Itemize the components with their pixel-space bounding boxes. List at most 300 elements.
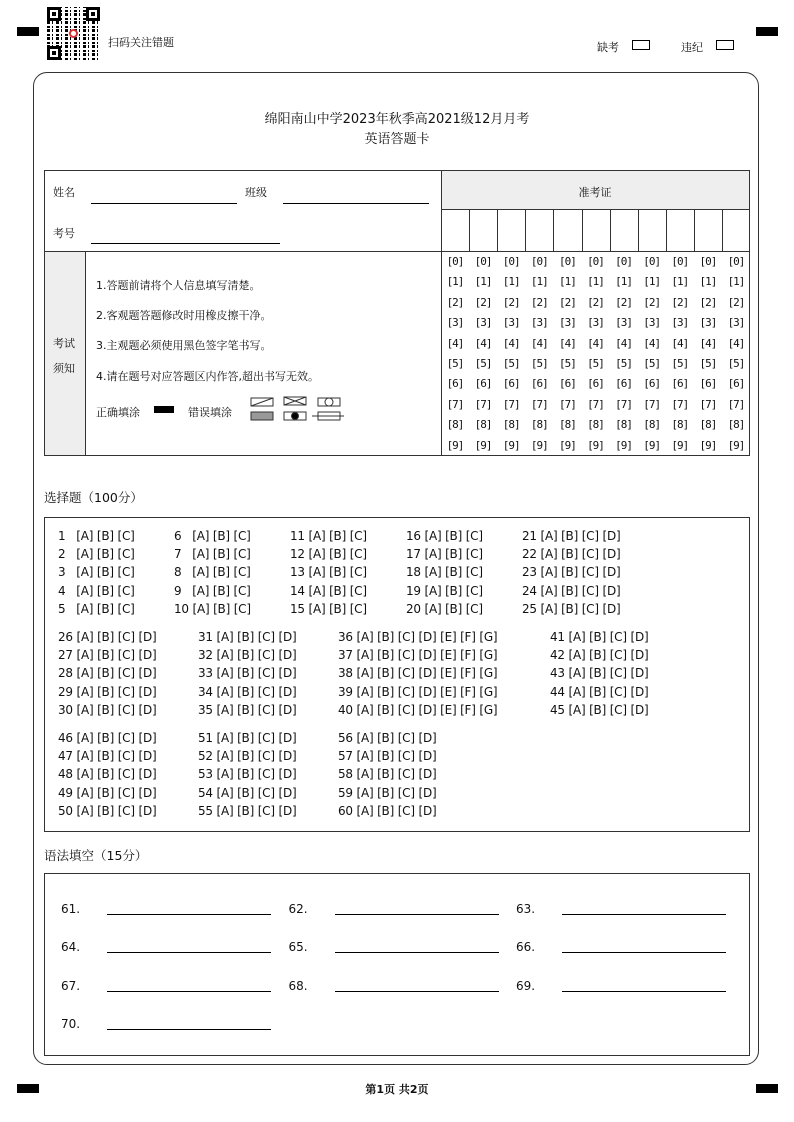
ticket-digit-bubble[interactable]: [2] xyxy=(615,295,633,309)
option-bubble-C[interactable]: [C] xyxy=(117,630,139,644)
option-bubble-A[interactable]: [A] xyxy=(540,601,562,616)
option-bubble-C[interactable]: [C] xyxy=(257,785,279,800)
option-bubble-C[interactable]: [C] xyxy=(257,767,279,782)
option-bubble-C[interactable]: [C] xyxy=(117,702,139,717)
option-bubble-A[interactable]: [A] xyxy=(76,785,98,800)
option-bubble-D[interactable]: [D] xyxy=(630,666,653,681)
ticket-digit-bubble[interactable]: [2] xyxy=(502,295,520,309)
blank-answer-line[interactable] xyxy=(107,1029,271,1030)
option-bubble-C[interactable]: [C] xyxy=(117,529,139,543)
option-bubble-D[interactable]: [D] xyxy=(418,767,441,782)
ticket-digit-bubble[interactable]: [5] xyxy=(587,357,604,371)
ticket-digit-bubble[interactable]: [0] xyxy=(643,255,661,268)
ticket-digit-bubble[interactable]: [3] xyxy=(446,316,464,330)
option-bubble-D[interactable]: [D] xyxy=(630,648,653,663)
ticket-digit-bubble[interactable]: [6] xyxy=(474,377,492,391)
ticket-digit-bubble[interactable]: [2] xyxy=(643,295,661,309)
option-bubble-C[interactable]: [C] xyxy=(233,601,255,616)
blank-answer-line[interactable] xyxy=(562,914,726,915)
ticket-digit-bubble[interactable]: [5] xyxy=(558,357,576,371)
option-bubble-D[interactable]: [D] xyxy=(138,666,161,681)
option-bubble-B[interactable]: [B] xyxy=(377,648,398,663)
ticket-digit-bubble[interactable]: [8] xyxy=(558,418,576,432)
ticket-digit-bubble[interactable]: [1] xyxy=(558,275,576,289)
option-bubble-A[interactable]: [A] xyxy=(192,601,214,616)
option-bubble-D[interactable]: [D] xyxy=(418,666,441,681)
blank-answer-line[interactable] xyxy=(562,991,726,992)
option-bubble-A[interactable]: [A] xyxy=(568,666,590,681)
option-bubble-E[interactable]: [E] xyxy=(440,666,461,681)
option-bubble-C[interactable]: [C] xyxy=(609,666,631,681)
option-bubble-A[interactable]: [A] xyxy=(356,767,378,782)
option-bubble-G[interactable]: [G] xyxy=(479,630,502,644)
option-bubble-A[interactable]: [A] xyxy=(356,731,378,745)
option-bubble-D[interactable]: [D] xyxy=(418,803,441,818)
ticket-digit-bubble[interactable]: [8] xyxy=(474,418,492,432)
option-bubble-A[interactable]: [A] xyxy=(424,529,446,543)
option-bubble-A[interactable]: [A] xyxy=(216,666,238,681)
option-bubble-A[interactable]: [A] xyxy=(308,529,330,543)
option-bubble-A[interactable]: [A] xyxy=(76,630,98,644)
ticket-digit-bubble[interactable]: [8] xyxy=(530,418,548,432)
option-bubble-D[interactable]: [D] xyxy=(602,583,625,598)
option-bubble-F[interactable]: [F] xyxy=(460,630,480,644)
ticket-digit-bubble[interactable]: [7] xyxy=(446,397,464,411)
option-bubble-B[interactable]: [B] xyxy=(237,666,258,681)
blank-answer-line[interactable] xyxy=(335,991,499,992)
ticket-digit-bubble[interactable]: [6] xyxy=(699,377,717,391)
ticket-digit-bubble[interactable]: [7] xyxy=(530,397,548,411)
ticket-digit-bubble[interactable]: [4] xyxy=(558,336,576,350)
option-bubble-D[interactable]: [D] xyxy=(418,630,441,644)
ticket-digit-bubble[interactable]: [2] xyxy=(558,295,576,309)
option-bubble-A[interactable]: [A] xyxy=(308,547,330,562)
ticket-digit-bubble[interactable]: [7] xyxy=(502,397,520,411)
option-bubble-D[interactable]: [D] xyxy=(138,702,161,717)
option-bubble-A[interactable]: [A] xyxy=(76,702,98,717)
option-bubble-C[interactable]: [C] xyxy=(397,785,419,800)
option-bubble-B[interactable]: [B] xyxy=(97,630,118,644)
ticket-digit-bubble[interactable]: [6] xyxy=(643,377,661,391)
option-bubble-B[interactable]: [B] xyxy=(97,785,118,800)
option-bubble-B[interactable]: [B] xyxy=(237,630,258,644)
option-bubble-G[interactable]: [G] xyxy=(479,648,502,663)
class-field[interactable] xyxy=(283,203,429,204)
option-bubble-C[interactable]: [C] xyxy=(117,785,139,800)
option-bubble-C[interactable]: [C] xyxy=(465,529,487,543)
option-bubble-B[interactable]: [B] xyxy=(97,767,118,782)
ticket-digit-bubble[interactable]: [2] xyxy=(446,295,464,309)
option-bubble-D[interactable]: [D] xyxy=(418,785,441,800)
option-bubble-C[interactable]: [C] xyxy=(397,630,419,644)
option-bubble-C[interactable]: [C] xyxy=(609,702,631,717)
option-bubble-C[interactable]: [C] xyxy=(465,583,487,598)
option-bubble-B[interactable]: [B] xyxy=(589,666,610,681)
option-bubble-D[interactable]: [D] xyxy=(278,684,301,699)
option-bubble-C[interactable]: [C] xyxy=(581,601,603,616)
ticket-digit-bubble[interactable]: [7] xyxy=(558,397,576,411)
option-bubble-C[interactable]: [C] xyxy=(257,630,279,644)
option-bubble-C[interactable]: [C] xyxy=(609,684,631,699)
violation-checkbox[interactable] xyxy=(716,40,734,50)
ticket-digit-bubble[interactable]: [8] xyxy=(671,418,689,432)
ticket-digit-bubble[interactable]: [0] xyxy=(699,255,717,268)
ticket-digit-bubble[interactable]: [9] xyxy=(727,438,745,452)
option-bubble-B[interactable]: [B] xyxy=(96,529,118,543)
ticket-digit-bubble[interactable]: [6] xyxy=(615,377,633,391)
option-bubble-C[interactable]: [C] xyxy=(257,666,279,681)
option-bubble-C[interactable]: [C] xyxy=(397,767,419,782)
option-bubble-B[interactable]: [B] xyxy=(97,666,118,681)
option-bubble-A[interactable]: [A] xyxy=(356,666,378,681)
option-bubble-A[interactable]: [A] xyxy=(76,529,97,543)
option-bubble-D[interactable]: [D] xyxy=(602,547,625,562)
option-bubble-C[interactable]: [C] xyxy=(397,749,419,764)
blank-answer-line[interactable] xyxy=(335,914,499,915)
option-bubble-C[interactable]: [C] xyxy=(257,684,279,699)
option-bubble-C[interactable]: [C] xyxy=(233,583,255,598)
ticket-digit-bubble[interactable]: [3] xyxy=(502,316,520,330)
option-bubble-A[interactable]: [A] xyxy=(356,648,378,663)
option-bubble-C[interactable]: [C] xyxy=(257,749,279,764)
option-bubble-A[interactable]: [A] xyxy=(216,630,238,644)
option-bubble-A[interactable]: [A] xyxy=(216,767,238,782)
option-bubble-D[interactable]: [D] xyxy=(138,749,161,764)
option-bubble-B[interactable]: [B] xyxy=(589,648,610,663)
option-bubble-C[interactable]: [C] xyxy=(349,565,371,580)
option-bubble-B[interactable]: [B] xyxy=(589,630,610,644)
option-bubble-B[interactable]: [B] xyxy=(445,529,466,543)
ticket-digit-bubble[interactable]: [8] xyxy=(615,418,633,432)
ticket-digit-bubble[interactable]: [6] xyxy=(530,377,548,391)
ticket-digit-bubble[interactable]: [0] xyxy=(587,255,604,268)
ticket-digit-bubble[interactable]: [1] xyxy=(643,275,661,289)
option-bubble-F[interactable]: [F] xyxy=(460,702,480,717)
ticket-digit-bubble[interactable]: [0] xyxy=(615,255,633,268)
ticket-digit-bubble[interactable]: [0] xyxy=(727,255,745,268)
ticket-digit-bubble[interactable]: [5] xyxy=(727,357,745,371)
option-bubble-D[interactable]: [D] xyxy=(630,630,653,644)
option-bubble-A[interactable]: [A] xyxy=(568,648,590,663)
option-bubble-C[interactable]: [C] xyxy=(397,731,419,745)
option-bubble-C[interactable]: [C] xyxy=(397,666,419,681)
ticket-digit-bubble[interactable]: [7] xyxy=(615,397,633,411)
option-bubble-B[interactable]: [B] xyxy=(237,702,258,717)
ticket-digit-bubble[interactable]: [3] xyxy=(587,316,604,330)
option-bubble-A[interactable]: [A] xyxy=(76,565,97,580)
ticket-digit-bubble[interactable]: [9] xyxy=(530,438,548,452)
ticket-digit-bubble[interactable]: [3] xyxy=(727,316,745,330)
option-bubble-D[interactable]: [D] xyxy=(278,666,301,681)
option-bubble-E[interactable]: [E] xyxy=(440,684,461,699)
option-bubble-B[interactable]: [B] xyxy=(96,547,118,562)
ticket-digit-bubble[interactable]: [2] xyxy=(699,295,717,309)
option-bubble-B[interactable]: [B] xyxy=(97,702,118,717)
option-bubble-C[interactable]: [C] xyxy=(117,684,139,699)
option-bubble-D[interactable]: [D] xyxy=(278,803,301,818)
option-bubble-B[interactable]: [B] xyxy=(329,601,350,616)
option-bubble-B[interactable]: [B] xyxy=(212,583,234,598)
option-bubble-D[interactable]: [D] xyxy=(602,529,625,543)
ticket-digit-bubble[interactable]: [4] xyxy=(587,336,604,350)
option-bubble-D[interactable]: [D] xyxy=(418,702,441,717)
blank-answer-line[interactable] xyxy=(562,952,726,953)
ticket-digit-bubble[interactable]: [0] xyxy=(474,255,492,268)
option-bubble-B[interactable]: [B] xyxy=(237,803,258,818)
option-bubble-B[interactable]: [B] xyxy=(377,702,398,717)
option-bubble-A[interactable]: [A] xyxy=(216,731,238,745)
ticket-digit-bubble[interactable]: [1] xyxy=(727,275,745,289)
ticket-digit-bubble[interactable]: [6] xyxy=(587,377,604,391)
option-bubble-B[interactable]: [B] xyxy=(97,684,118,699)
option-bubble-D[interactable]: [D] xyxy=(138,630,161,644)
ticket-digit-bubble[interactable]: [7] xyxy=(727,397,745,411)
ticket-digit-bubble[interactable]: [3] xyxy=(558,316,576,330)
option-bubble-B[interactable]: [B] xyxy=(237,749,258,764)
option-bubble-B[interactable]: [B] xyxy=(97,749,118,764)
option-bubble-C[interactable]: [C] xyxy=(581,565,603,580)
option-bubble-B[interactable]: [B] xyxy=(377,803,398,818)
option-bubble-B[interactable]: [B] xyxy=(445,565,466,580)
ticket-digit-bubble[interactable]: [2] xyxy=(530,295,548,309)
option-bubble-B[interactable]: [B] xyxy=(377,785,398,800)
ticket-digit-bubble[interactable]: [8] xyxy=(446,418,464,432)
ticket-digit-bubble[interactable]: [9] xyxy=(502,438,520,452)
ticket-digit-bubble[interactable]: [1] xyxy=(671,275,689,289)
ticket-digit-bubble[interactable]: [4] xyxy=(643,336,661,350)
ticket-digit-bubble[interactable]: [1] xyxy=(502,275,520,289)
ticket-digit-bubble[interactable]: [5] xyxy=(699,357,717,371)
option-bubble-A[interactable]: [A] xyxy=(540,583,562,598)
option-bubble-D[interactable]: [D] xyxy=(630,702,653,717)
option-bubble-C[interactable]: [C] xyxy=(117,565,139,580)
ticket-digit-bubble[interactable]: [9] xyxy=(699,438,717,452)
ticket-digit-bubble[interactable]: [0] xyxy=(671,255,689,268)
ticket-digit-bubble[interactable]: [5] xyxy=(446,357,464,371)
ticket-digit-bubble[interactable]: [8] xyxy=(587,418,604,432)
option-bubble-B[interactable]: [B] xyxy=(589,684,610,699)
ticket-digit-bubble[interactable]: [9] xyxy=(587,438,604,452)
ticket-digit-bubble[interactable]: [4] xyxy=(446,336,464,350)
ticket-digit-bubble[interactable]: [9] xyxy=(615,438,633,452)
ticket-digit-bubble[interactable]: [5] xyxy=(474,357,492,371)
ticket-digit-bubble[interactable]: [8] xyxy=(727,418,745,432)
option-bubble-B[interactable]: [B] xyxy=(561,565,582,580)
ticket-digit-bubble[interactable]: [1] xyxy=(587,275,604,289)
option-bubble-C[interactable]: [C] xyxy=(117,666,139,681)
option-bubble-A[interactable]: [A] xyxy=(76,648,98,663)
option-bubble-C[interactable]: [C] xyxy=(257,648,279,663)
ticket-digit-bubble[interactable]: [7] xyxy=(643,397,661,411)
option-bubble-D[interactable]: [D] xyxy=(138,767,161,782)
option-bubble-A[interactable]: [A] xyxy=(216,785,238,800)
ticket-digit-bubble[interactable]: [0] xyxy=(530,255,548,268)
option-bubble-D[interactable]: [D] xyxy=(602,601,625,616)
name-field[interactable] xyxy=(91,203,237,204)
option-bubble-A[interactable]: [A] xyxy=(356,684,378,699)
ticket-digit-bubble[interactable]: [7] xyxy=(587,397,604,411)
option-bubble-E[interactable]: [E] xyxy=(440,648,461,663)
option-bubble-D[interactable]: [D] xyxy=(278,767,301,782)
ticket-digit-bubble[interactable]: [9] xyxy=(446,438,464,452)
ticket-digit-bubble[interactable]: [4] xyxy=(615,336,633,350)
ticket-digit-bubble[interactable]: [4] xyxy=(502,336,520,350)
ticket-digit-bubble[interactable]: [4] xyxy=(474,336,492,350)
ticket-digit-bubble[interactable]: [5] xyxy=(502,357,520,371)
option-bubble-E[interactable]: [E] xyxy=(440,702,461,717)
option-bubble-A[interactable]: [A] xyxy=(568,684,590,699)
option-bubble-A[interactable]: [A] xyxy=(424,601,446,616)
option-bubble-A[interactable]: [A] xyxy=(540,547,562,562)
option-bubble-B[interactable]: [B] xyxy=(237,684,258,699)
option-bubble-C[interactable]: [C] xyxy=(117,749,139,764)
option-bubble-C[interactable]: [C] xyxy=(349,529,371,543)
option-bubble-C[interactable]: [C] xyxy=(581,583,603,598)
option-bubble-A[interactable]: [A] xyxy=(540,565,562,580)
ticket-digit-bubble[interactable]: [2] xyxy=(727,295,745,309)
option-bubble-B[interactable]: [B] xyxy=(212,529,234,543)
option-bubble-A[interactable]: [A] xyxy=(568,702,590,717)
option-bubble-F[interactable]: [F] xyxy=(460,684,480,699)
option-bubble-G[interactable]: [G] xyxy=(479,666,502,681)
option-bubble-B[interactable]: [B] xyxy=(329,529,350,543)
option-bubble-A[interactable]: [A] xyxy=(356,785,378,800)
option-bubble-D[interactable]: [D] xyxy=(138,684,161,699)
option-bubble-B[interactable]: [B] xyxy=(377,666,398,681)
option-bubble-B[interactable]: [B] xyxy=(445,547,466,562)
ticket-digit-bubble[interactable]: [3] xyxy=(699,316,717,330)
option-bubble-A[interactable]: [A] xyxy=(76,731,98,745)
option-bubble-B[interactable]: [B] xyxy=(212,565,234,580)
option-bubble-C[interactable]: [C] xyxy=(397,702,419,717)
ticket-digit-bubble[interactable]: [8] xyxy=(643,418,661,432)
option-bubble-B[interactable]: [B] xyxy=(329,583,350,598)
option-bubble-A[interactable]: [A] xyxy=(540,529,562,543)
option-bubble-A[interactable]: [A] xyxy=(192,547,213,562)
option-bubble-B[interactable]: [B] xyxy=(213,601,234,616)
option-bubble-B[interactable]: [B] xyxy=(561,601,582,616)
ticket-digit-bubble[interactable]: [8] xyxy=(502,418,520,432)
ticket-digit-bubble[interactable]: [4] xyxy=(671,336,689,350)
option-bubble-C[interactable]: [C] xyxy=(349,601,371,616)
option-bubble-D[interactable]: [D] xyxy=(278,630,301,644)
option-bubble-G[interactable]: [G] xyxy=(479,684,502,699)
option-bubble-C[interactable]: [C] xyxy=(349,583,371,598)
option-bubble-B[interactable]: [B] xyxy=(237,767,258,782)
option-bubble-D[interactable]: [D] xyxy=(602,565,625,580)
option-bubble-A[interactable]: [A] xyxy=(76,803,98,818)
option-bubble-C[interactable]: [C] xyxy=(397,803,419,818)
ticket-digit-bubble[interactable]: [4] xyxy=(530,336,548,350)
option-bubble-A[interactable]: [A] xyxy=(424,547,446,562)
blank-answer-line[interactable] xyxy=(107,952,271,953)
option-bubble-D[interactable]: [D] xyxy=(278,749,301,764)
option-bubble-C[interactable]: [C] xyxy=(117,731,139,745)
option-bubble-A[interactable]: [A] xyxy=(424,583,446,598)
option-bubble-B[interactable]: [B] xyxy=(377,749,398,764)
ticket-digit-bubble[interactable]: [3] xyxy=(615,316,633,330)
option-bubble-B[interactable]: [B] xyxy=(377,767,398,782)
option-bubble-B[interactable]: [B] xyxy=(445,583,466,598)
option-bubble-A[interactable]: [A] xyxy=(216,702,238,717)
option-bubble-B[interactable]: [B] xyxy=(96,583,118,598)
ticket-digit-bubble[interactable]: [3] xyxy=(474,316,492,330)
option-bubble-C[interactable]: [C] xyxy=(117,601,139,616)
option-bubble-B[interactable]: [B] xyxy=(96,601,118,616)
ticket-digit-bubble[interactable]: [3] xyxy=(643,316,661,330)
option-bubble-C[interactable]: [C] xyxy=(397,648,419,663)
option-bubble-B[interactable]: [B] xyxy=(377,630,398,644)
ticket-digit-bubble[interactable]: [6] xyxy=(502,377,520,391)
option-bubble-D[interactable]: [D] xyxy=(138,785,161,800)
ticket-digit-bubble[interactable]: [6] xyxy=(446,377,464,391)
absent-checkbox[interactable] xyxy=(632,40,650,50)
option-bubble-A[interactable]: [A] xyxy=(216,749,238,764)
ticket-digit-bubble[interactable]: [7] xyxy=(474,397,492,411)
ticket-digit-bubble[interactable]: [1] xyxy=(446,275,464,289)
option-bubble-C[interactable]: [C] xyxy=(349,547,371,562)
option-bubble-C[interactable]: [C] xyxy=(117,547,139,562)
option-bubble-D[interactable]: [D] xyxy=(138,648,161,663)
option-bubble-A[interactable]: [A] xyxy=(356,630,378,644)
option-bubble-A[interactable]: [A] xyxy=(76,583,97,598)
option-bubble-A[interactable]: [A] xyxy=(216,648,238,663)
option-bubble-B[interactable]: [B] xyxy=(97,803,118,818)
ticket-digit-bubble[interactable]: [5] xyxy=(671,357,689,371)
ticket-digit-bubble[interactable]: [0] xyxy=(446,255,464,268)
option-bubble-C[interactable]: [C] xyxy=(233,565,255,580)
option-bubble-A[interactable]: [A] xyxy=(424,565,446,580)
option-bubble-D[interactable]: [D] xyxy=(278,785,301,800)
option-bubble-B[interactable]: [B] xyxy=(561,529,582,543)
option-bubble-D[interactable]: [D] xyxy=(278,731,301,745)
option-bubble-C[interactable]: [C] xyxy=(233,547,255,562)
option-bubble-D[interactable]: [D] xyxy=(278,702,301,717)
option-bubble-D[interactable]: [D] xyxy=(138,803,161,818)
option-bubble-D[interactable]: [D] xyxy=(630,684,653,699)
ticket-digit-bubble[interactable]: [8] xyxy=(699,418,717,432)
option-bubble-C[interactable]: [C] xyxy=(465,565,487,580)
ticket-digit-bubble[interactable]: [1] xyxy=(699,275,717,289)
option-bubble-A[interactable]: [A] xyxy=(216,803,238,818)
option-bubble-A[interactable]: [A] xyxy=(192,583,213,598)
ticket-digit-bubble[interactable]: [2] xyxy=(587,295,604,309)
option-bubble-A[interactable]: [A] xyxy=(192,565,213,580)
option-bubble-B[interactable]: [B] xyxy=(212,547,234,562)
option-bubble-A[interactable]: [A] xyxy=(76,767,98,782)
option-bubble-F[interactable]: [F] xyxy=(460,666,480,681)
option-bubble-A[interactable]: [A] xyxy=(76,666,98,681)
option-bubble-C[interactable]: [C] xyxy=(397,684,419,699)
option-bubble-B[interactable]: [B] xyxy=(237,648,258,663)
ticket-digit-bubble[interactable]: [9] xyxy=(671,438,689,452)
option-bubble-D[interactable]: [D] xyxy=(418,731,441,745)
ticket-digit-bubble[interactable]: [2] xyxy=(474,295,492,309)
option-bubble-C[interactable]: [C] xyxy=(257,702,279,717)
option-bubble-A[interactable]: [A] xyxy=(308,601,330,616)
option-bubble-E[interactable]: [E] xyxy=(440,630,461,644)
blank-answer-line[interactable] xyxy=(335,952,499,953)
blank-answer-line[interactable] xyxy=(107,991,271,992)
option-bubble-C[interactable]: [C] xyxy=(257,803,279,818)
option-bubble-C[interactable]: [C] xyxy=(609,630,631,644)
ticket-digit-bubble[interactable]: [0] xyxy=(558,255,576,268)
ticket-digit-bubble[interactable]: [3] xyxy=(530,316,548,330)
ticket-digit-bubble[interactable]: [9] xyxy=(474,438,492,452)
option-bubble-C[interactable]: [C] xyxy=(233,529,255,543)
option-bubble-C[interactable]: [C] xyxy=(117,583,139,598)
option-bubble-D[interactable]: [D] xyxy=(418,648,441,663)
